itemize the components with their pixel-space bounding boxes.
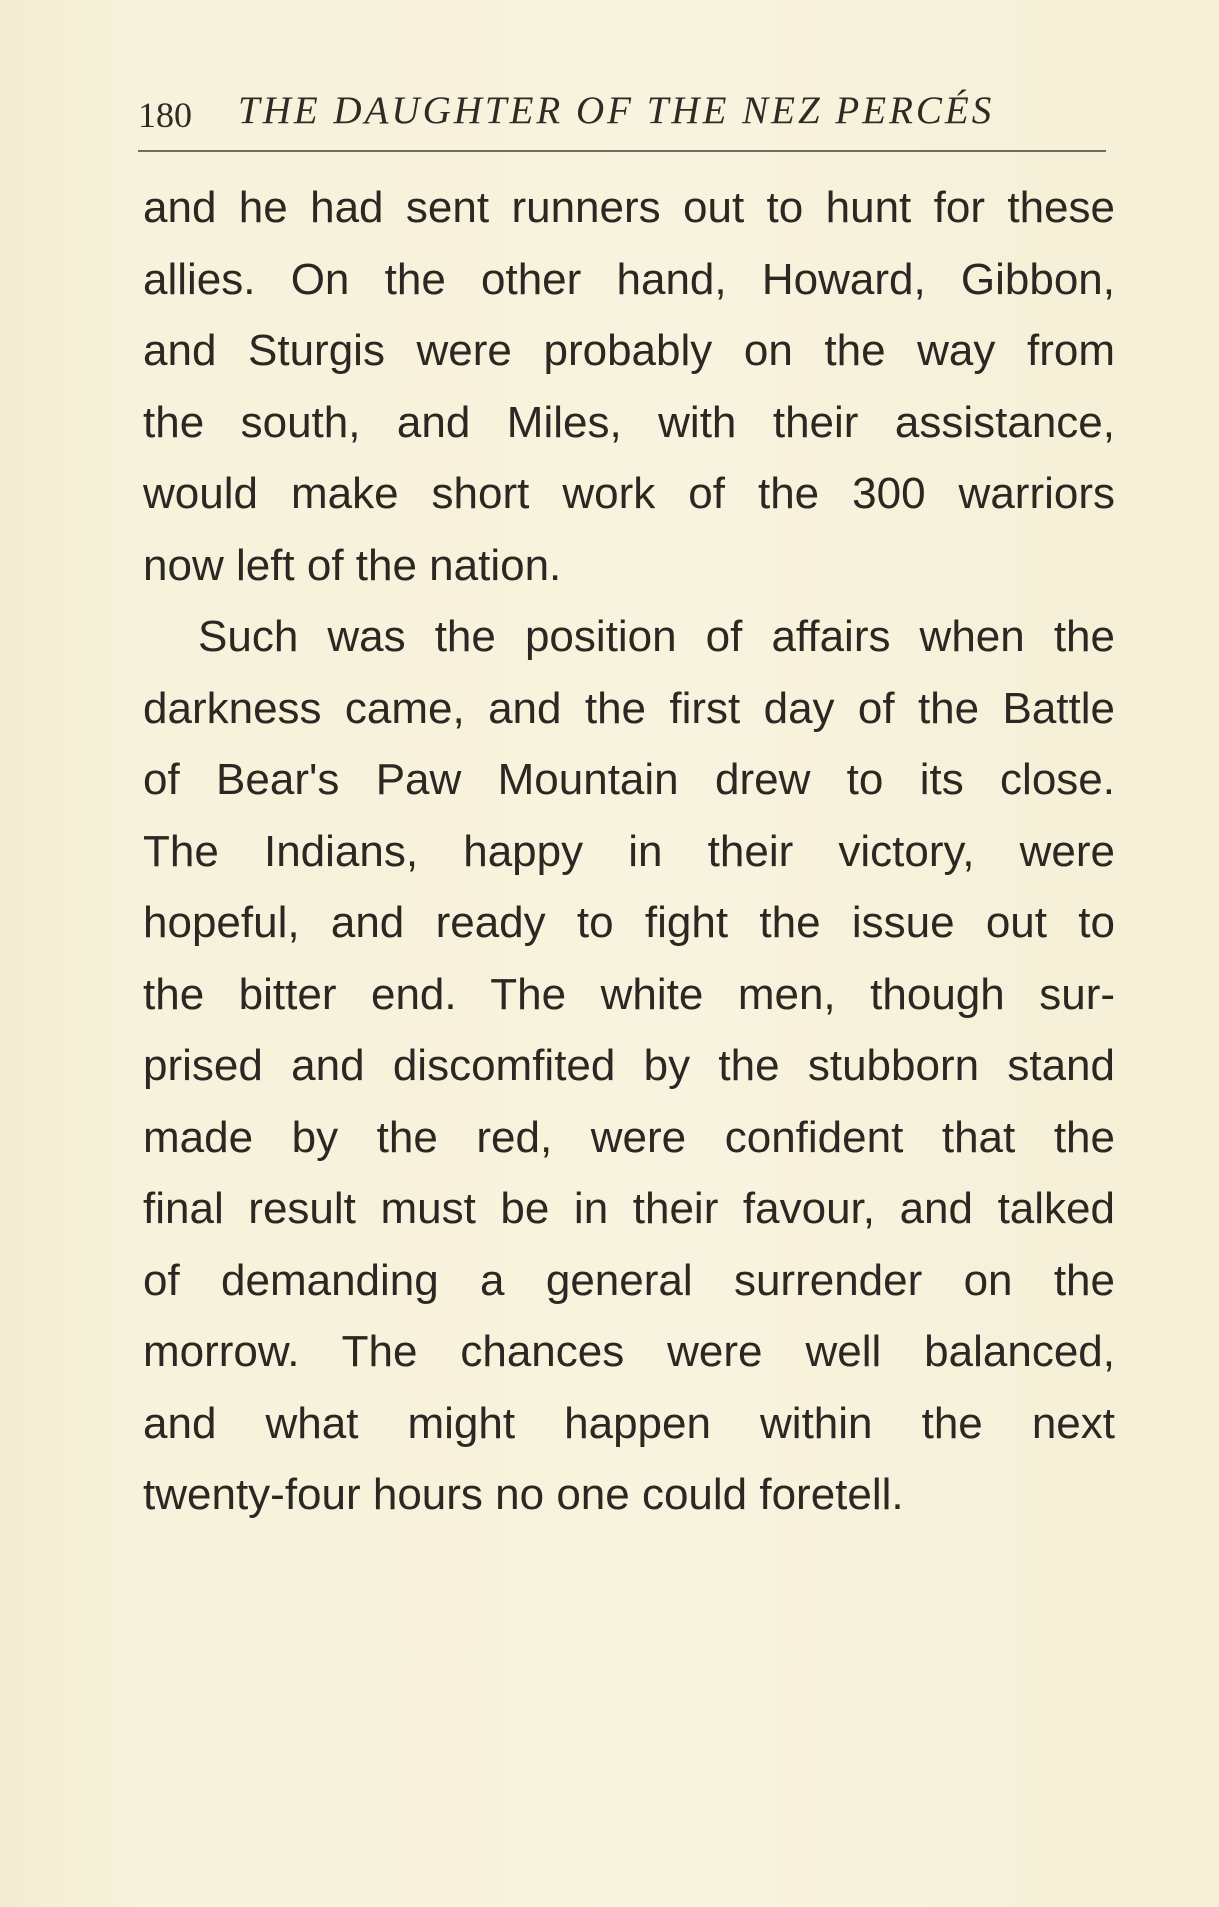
- text-line: prised and discomfited by the stubborn stand: [143, 1041, 1115, 1090]
- text-line: of demanding a general surrender on the: [143, 1255, 1115, 1305]
- page-header: [138, 88, 1118, 148]
- text-line: now left of the nation.: [143, 540, 562, 590]
- page-number: 180: [138, 95, 192, 135]
- text-line: final result must be in their favour, and talked: [143, 1184, 1115, 1233]
- text-line: the bitter end. The white men, though sur-: [143, 969, 1115, 1019]
- text-line: and he had sent runners out to hunt for these: [143, 183, 1115, 232]
- text-line: of Bear's Paw Mountain drew to its close.: [143, 755, 1115, 804]
- header-rule: [138, 150, 1106, 152]
- body-text: [143, 172, 1115, 1531]
- text-line: darkness came, and the first day of the Battle: [143, 683, 1115, 733]
- text-line: made by the red, were confident that the: [143, 1112, 1115, 1162]
- text-line: would make short work of the 300 warriors: [143, 469, 1115, 518]
- paragraph-start-line: Such was the position of affairs when the: [198, 612, 1115, 661]
- text-line: morrow. The chances were well balanced,: [143, 1327, 1115, 1376]
- text-line: twenty-four hours no one could foretell.: [143, 1470, 904, 1519]
- text-line: and Sturgis were probably on the way from: [143, 326, 1115, 375]
- text-line: allies. On the other hand, Howard, Gibbon,: [143, 254, 1115, 304]
- text-line: and what might happen within the next: [143, 1398, 1115, 1448]
- text-line: the south, and Miles, with their assistance,: [143, 397, 1115, 447]
- running-title: THE DAUGHTER OF THE NEZ PERCÉS: [238, 89, 995, 132]
- text-line: hopeful, and ready to fight the issue out to: [143, 898, 1115, 947]
- text-line: The Indians, happy in their victory, were: [143, 826, 1115, 876]
